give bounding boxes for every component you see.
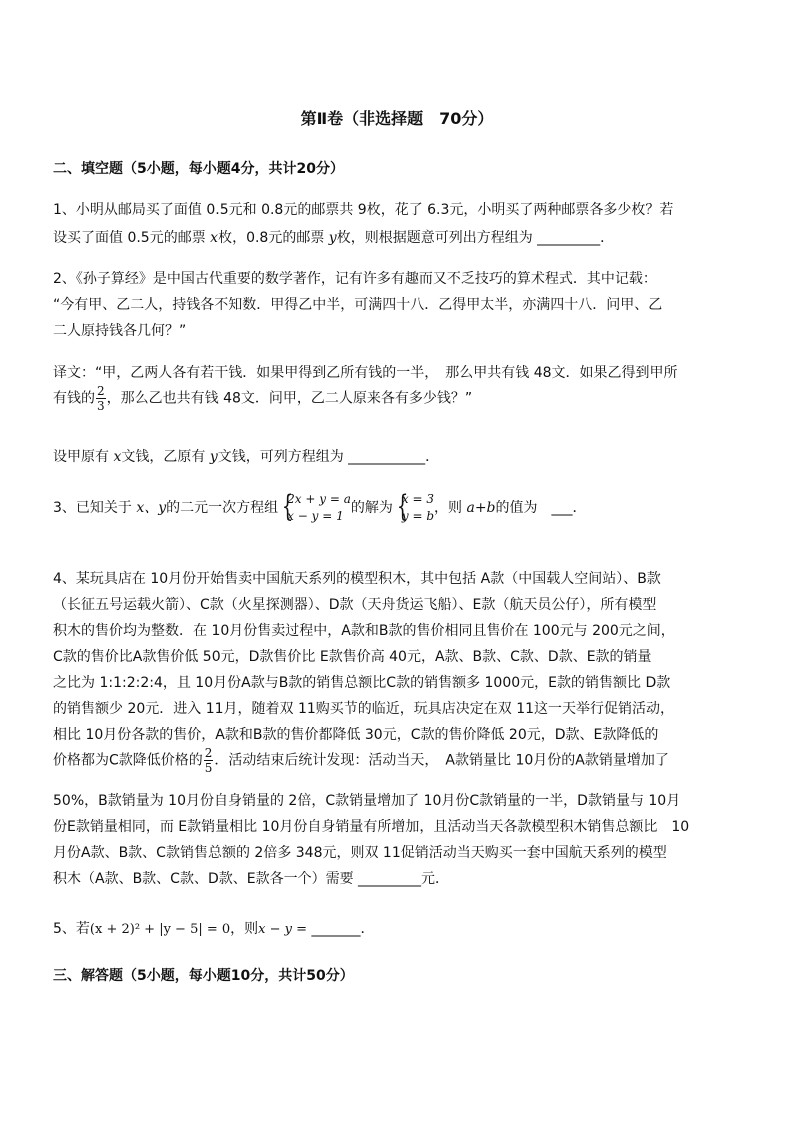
q4-line-7: 相比 10月份各款的售价，A款和B款的售价都降低 30元，C款的售价降低 20元，D款、E款降低的	[53, 727, 659, 743]
solution-2: y = b	[401, 509, 435, 523]
q3-text-post1: ，则	[434, 500, 467, 516]
fraction-denominator: 3	[97, 399, 105, 413]
q5-text-mid: ，则	[230, 921, 259, 937]
solution-1: x = 3	[401, 492, 434, 506]
q5-expression: (x + 2)² + |y − 5| = 0	[89, 922, 231, 937]
q5-text-pre: 5、若	[53, 921, 90, 937]
q2-var-x: x	[113, 449, 122, 465]
section-fill-heading: 二、填空题（5小题，每小题4分，共计20分）	[53, 161, 344, 177]
solution-system: { x = 3 y = b	[396, 489, 435, 524]
q1-text-a: 设买了面值 0.5元的邮票	[53, 230, 211, 246]
fraction-two-fifths	[204, 746, 214, 775]
equation-1: 2x + y = a	[287, 492, 351, 506]
fraction-two-thirds	[96, 384, 106, 413]
page-title: 第Ⅱ卷（非选择题 70分）	[300, 109, 494, 128]
q4-line-10: 份E款销量相同，而 E款销量相比 10月份自身销量有所增加，且活动当天各款模型积木销售总额比 10	[53, 819, 690, 835]
q3-line	[53, 491, 587, 525]
q2-translation-line-1: 译文：“甲，乙两人各有若干钱．如果甲得到乙所有钱的一半， 那么甲共有钱 48文．如果乙得到甲所	[53, 365, 678, 381]
q1-line-1: 1、小明从邮局买了面值 0.5元和 0.8元的邮票共 9枚，花了 6.3元，小明买了两种邮票各多少枚？若	[53, 202, 674, 218]
q4-line-12: 积木（A款、B款、C款、D款、E款各一个）需要 _________元．	[53, 871, 450, 887]
q2-setup-text-b: 文钱，乙原有	[121, 449, 210, 465]
q4-line-4: C款的售价比A款售价低 50元，D款售价比 E款售价高 40元，A款、B款、C款、D款、E款的销量	[53, 649, 652, 665]
q5-expression-2: x − y =	[258, 922, 308, 937]
q3-text-post2: 的值为 ___．	[495, 500, 587, 516]
q5-text-post: _______．	[307, 921, 375, 937]
fraction-numerator: 2	[204, 746, 213, 760]
q4-line-11: 月份A款、B款、C款销售总额的 2倍多 348元，则双 11促销活动当天购买一套中国航天系列的模型	[53, 845, 667, 861]
q1-var-y: y	[328, 230, 337, 246]
q4-line-8	[53, 746, 669, 775]
q3-text-pre: 3、已知关于	[53, 500, 137, 516]
q2-translation-text-b: ，那么乙也共有钱 48文．问甲，乙二人原来各有多少钱？”	[106, 390, 473, 407]
q2-translation-line-2	[53, 384, 472, 413]
q4-line-1: 4、某玩具店在 10月份开始售卖中国航天系列的模型积木，其中包括 A款（中国载人空间站）、B款	[53, 571, 661, 587]
q4-line-5: 之比为 1:1:2:2:4，且 10月份A款与B款的销售总额比C款的销售额多 1000元，E款的销售额比 D款	[53, 675, 671, 691]
q4-line-6: 的销售额少 20元．进入 11月，随着双 11购买节的临近，玩具店决定在双 11这一天举行促销活动，	[53, 701, 675, 717]
q4-line-9: 50%，B款销量为 10月份自身销量的 2倍，C款销量增加了 10月份C款销量的一半，D款销量与 10月	[53, 793, 681, 809]
section-solve-heading: 三、解答题（5小题，每小题10分，共计50分）	[53, 968, 354, 984]
q4-text-8a: 价格都为C款降低价格的	[53, 752, 203, 769]
equation-system: { 2x + y = a x − y = 1	[281, 489, 351, 524]
q2-line-2: “今有甲、乙二人，持钱各不知数．甲得乙中半，可满四十八．乙得甲太半，亦满四十八．问甲、乙	[53, 297, 663, 313]
q2-setup-line	[53, 446, 439, 466]
fraction-numerator: 2	[97, 384, 105, 398]
equation-2: x − y = 1	[287, 509, 344, 523]
q2-var-y: y	[209, 449, 218, 465]
q2-setup-text-c: 文钱，可列方程组为 ___________．	[217, 449, 440, 465]
q4-line-2: （长征五号运载火箭）、C款（火星探测器）、D款（天舟货运飞船）、E款（航天员公仔），所有模型	[53, 597, 657, 613]
q3-text-mid: 的二元一次方程组	[166, 500, 279, 516]
q4-line-3: 积木的售价均为整数．在 10月份售卖过程中，A款和B款的售价相同且售价在 100元与 200元之间，	[53, 623, 675, 639]
q4-text-8b: ．活动结束后统计发现：活动当天， A款销量比 10月份的A款销量增加了	[214, 752, 669, 769]
q3-vars: x、y	[136, 500, 167, 516]
q1-text-b: 枚，0.8元的邮票	[218, 230, 329, 246]
q3-var-ab: a+b	[466, 500, 496, 516]
q2-setup-text-a: 设甲原有	[53, 449, 114, 465]
q1-text-c: 枚，则根据题意可列出方程组为 _________．	[336, 230, 615, 246]
fraction-denominator: 5	[204, 761, 213, 775]
q1-line-2	[53, 227, 614, 247]
q5-line	[53, 918, 374, 938]
q2-translation-text-a: 有钱的	[53, 390, 95, 407]
q3-solution-label: 的解为	[350, 500, 393, 516]
q2-line-3: 二人原持钱各几何？”	[53, 323, 187, 339]
q1-var-x: x	[210, 230, 219, 246]
q2-line-1: 2、《孙子算经》是中国古代重要的数学著作，记有许多有趣而又不乏技巧的算术程式．其中记载：	[53, 271, 657, 287]
